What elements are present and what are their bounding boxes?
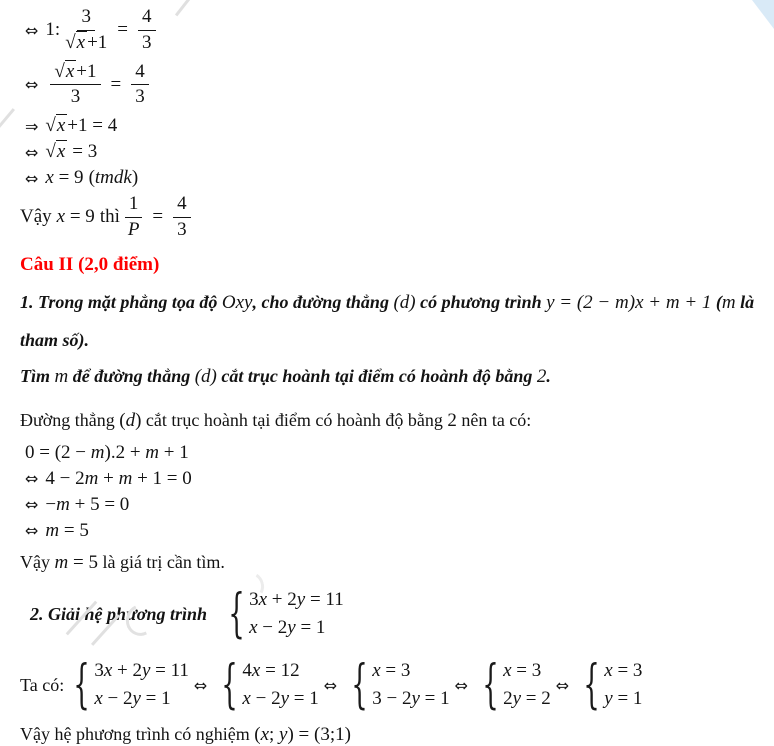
fraction-numerator: 4 (131, 61, 149, 86)
left-brace: { (583, 654, 600, 715)
system-rows (94, 657, 189, 714)
system-rows (503, 657, 551, 714)
problem2-label: 2. Giải hệ phương trình (30, 603, 207, 624)
solution2-lead: Ta có: (20, 674, 65, 695)
system-equation-bottom: 3 − 2y = 1 (372, 688, 450, 710)
problem1-statement (20, 284, 764, 396)
equation-p1-2 (25, 494, 768, 516)
math-inline: y = (2 − m)x + m + 1 (546, 291, 712, 313)
system-equation-bottom: x − 2y = 1 (94, 688, 171, 710)
fraction-numerator: 1 (125, 193, 143, 218)
equals-sign: = (152, 206, 164, 228)
system-equation-bottom: x − 2y = 1 (242, 688, 319, 710)
iff-arrow: ⇔ (454, 675, 469, 695)
iff-arrow: ⇔ (555, 675, 570, 695)
equation-system (71, 654, 189, 715)
sqrt-radical (45, 115, 67, 137)
system-rows (604, 657, 642, 714)
equation-system (349, 654, 450, 715)
iff-arrow: ⇔ (323, 675, 338, 695)
sqrt-radical (45, 141, 67, 163)
radicand: x (56, 115, 66, 137)
left-brace: { (482, 654, 499, 715)
equals-sign: = (110, 73, 122, 95)
system-equation-top: x = 3 (503, 659, 542, 681)
solution2-conclusion (20, 724, 768, 746)
fraction-denominator: 3 (177, 218, 187, 240)
system-equation-bottom: 2y = 2 (503, 688, 551, 710)
fraction-numerator (50, 61, 100, 86)
system-equation-top: 3x + 2y = 11 (249, 588, 344, 610)
iff-arrow: ⇔ (25, 20, 39, 40)
radicand: x (65, 60, 75, 82)
conclusion-mid: thì (99, 206, 120, 228)
equation-step-2 (25, 61, 768, 110)
system-equation-top: 3x + 2y = 11 (94, 659, 189, 681)
fraction-numerator: 4 (173, 193, 191, 218)
fraction-denominator: 3 (142, 31, 152, 53)
system-equation-bottom: y = 1 (604, 688, 643, 710)
iff-arrow: ⇔ (25, 495, 39, 515)
math-inline: Oxy (221, 291, 253, 313)
equation-lead: 1: (45, 19, 61, 41)
problem1-text: ( (711, 291, 722, 312)
math-inline: 2 (536, 365, 547, 387)
conclusion-lead: Vậy (20, 206, 52, 228)
fraction (131, 61, 149, 110)
radicand: x (56, 141, 66, 163)
fraction-numerator: 3 (77, 6, 95, 31)
problem1-text: Tìm (20, 365, 55, 386)
system-rows (249, 586, 344, 643)
equation-body: −m + 5 = 0 (45, 493, 130, 515)
solution1-intro (20, 410, 768, 432)
equation-body: m = 5 (45, 519, 89, 541)
equation-body: 4 − 2m + m + 1 = 0 (45, 467, 192, 489)
iff-arrow: ⇔ (25, 168, 39, 188)
solution1-text: Đường thẳng (20, 409, 120, 430)
fraction (138, 6, 156, 55)
equation-system (480, 654, 551, 715)
problem1-text: 1. Trong mặt phẳng tọa độ (20, 291, 222, 312)
iff-arrow: ⇔ (25, 142, 39, 162)
condition-note: (tmdk) (88, 167, 139, 189)
left-brace: { (221, 654, 239, 715)
left-brace: { (351, 654, 368, 715)
left-brace: { (228, 583, 245, 644)
iff-arrow: ⇔ (25, 469, 39, 489)
implies-arrow: ⇒ (25, 116, 39, 136)
iff-arrow: ⇔ (25, 521, 39, 541)
math-inline: (d) (119, 409, 142, 431)
equation-step-5 (25, 167, 768, 189)
fraction-denominator (65, 31, 107, 55)
equation-body: 0 = (2 − m).2 + m + 1 (25, 441, 189, 463)
denominator-tail: +1 (87, 31, 108, 53)
equation-tail: +1 = 4 (67, 115, 118, 137)
iff-arrow: ⇔ (25, 75, 39, 95)
system-equation-top: x = 3 (604, 659, 643, 681)
left-brace: { (73, 654, 91, 715)
problem1-text: cắt trục hoành tại điểm có hoành độ bằng (216, 365, 537, 386)
system-equation-top: 4x = 12 (242, 659, 300, 681)
math-inline: m (54, 365, 69, 387)
solution2-text: Vậy hệ phương trình có nghiệm (20, 723, 255, 744)
equals-sign: = (117, 19, 128, 41)
fraction (125, 193, 143, 242)
solution2-chain (20, 654, 768, 715)
solution1-text: là giá trị cần tìm. (97, 551, 225, 572)
fraction-denominator: 3 (135, 86, 145, 108)
math-inline: (d) (194, 365, 217, 387)
system-rows (242, 657, 318, 714)
equation-system (219, 654, 319, 715)
equation-step-1 (25, 6, 768, 55)
equation-system (226, 583, 344, 644)
fraction (65, 6, 107, 55)
solution1-text: nên ta có: (456, 409, 532, 430)
radicand: x (76, 31, 86, 53)
math-inline: (d) (393, 291, 416, 313)
section-heading: Câu II (2,0 điểm) (20, 253, 160, 275)
conclusion-line-1 (20, 193, 768, 242)
equation-tail: = 3 (72, 141, 98, 163)
equation-p1-0 (25, 442, 768, 464)
problem1-text: là tham số). (20, 291, 755, 350)
system-equation-top: x = 3 (372, 659, 411, 681)
iff-arrow: ⇔ (193, 675, 208, 695)
sqrt-radical (54, 60, 76, 82)
solution1-text: cắt trục hoành tại điểm có hoành độ bằng (141, 409, 448, 430)
fraction (50, 61, 100, 110)
sqrt-radical (65, 31, 87, 53)
fraction-denominator: P (127, 218, 140, 240)
fraction-denominator: 3 (70, 86, 81, 108)
conclusion-value: x = 9 (56, 206, 95, 228)
math-inline: (x; y) = (3;1) (254, 723, 351, 745)
math-inline: m = 5 (54, 551, 98, 573)
system-equation-bottom: x − 2y = 1 (249, 617, 326, 639)
equation-p1-1 (25, 468, 768, 490)
problem1-text: để đường thẳng (68, 365, 195, 386)
system-rows (372, 657, 449, 714)
equation-step-3 (25, 115, 768, 137)
math-inline: m (721, 291, 736, 313)
equation-step-4 (25, 141, 768, 163)
math-inline: 2 (447, 409, 457, 431)
problem1-text: , cho đường thẳng (252, 291, 394, 312)
equation-body: x = 9 (45, 167, 84, 189)
solution1-conclusion (20, 552, 768, 574)
fraction (173, 193, 191, 242)
equation-p1-3 (25, 520, 768, 542)
numerator-tail: +1 (76, 60, 97, 82)
fraction-numerator: 4 (138, 6, 156, 31)
problem1-text: . (546, 365, 551, 386)
equation-system (581, 654, 643, 715)
solution1-text: Vậy (20, 551, 55, 572)
problem1-text: có phương trình (415, 291, 547, 312)
